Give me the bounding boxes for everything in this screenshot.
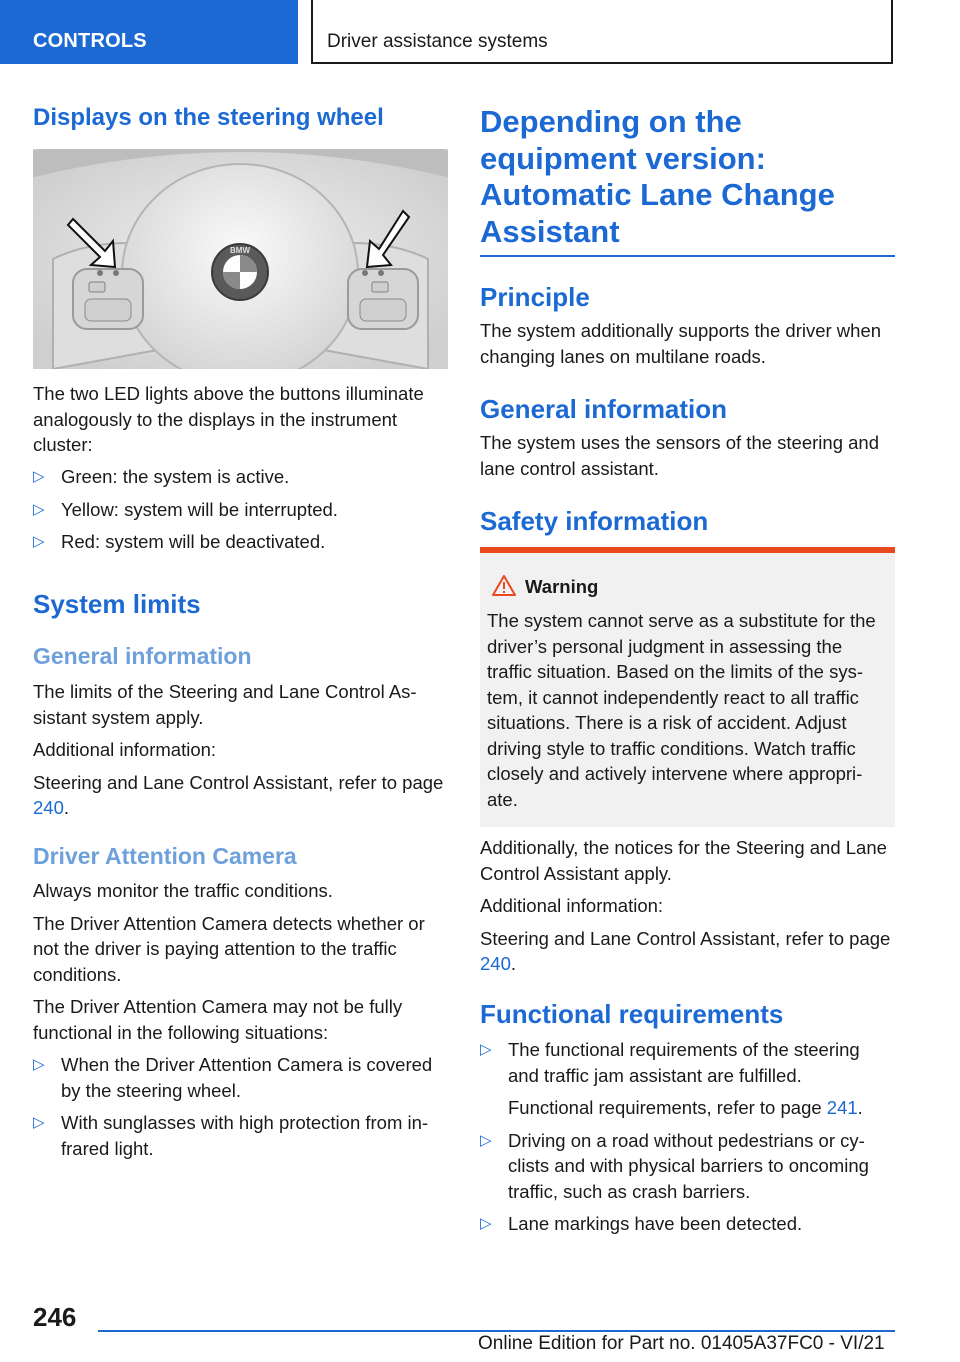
steering-wheel-figure: [33, 149, 448, 369]
main-heading: Depending on the equipment version: Automatic Lane Change Assistant: [480, 104, 835, 249]
page-link-240[interactable]: 240: [480, 953, 511, 974]
bmw-logo-text: BMW: [230, 246, 250, 255]
list-item: ▷ When the Driver Attention Camera is covered by the steering wheel.: [33, 1054, 433, 1101]
safety-after-p1: Additionally, the notices for the Steering and Lane Control Assistant apply.: [480, 837, 887, 884]
left-button-cluster: [73, 269, 143, 329]
warning-title: Warning: [525, 576, 599, 597]
page-number: 246: [33, 1302, 77, 1332]
heading-safety-information: Safety information: [480, 506, 709, 536]
safety-after-block: [480, 835, 895, 977]
steering-wheel-illustration: [33, 149, 448, 369]
led-list: [33, 464, 448, 555]
heading-general-information: General information: [480, 394, 728, 424]
general-info-p2: Additional information:: [33, 739, 217, 760]
triangle-right-icon: ▷: [480, 1041, 492, 1058]
section-heading-system-limits: System limits: [33, 589, 201, 619]
right-button-cluster: [348, 269, 418, 329]
bmw-logo-icon: [212, 244, 268, 300]
heading-functional-requirements: Functional requirements: [480, 999, 784, 1029]
triangle-right-icon: ▷: [480, 1215, 492, 1232]
list-item: ▷ Green: the system is active.: [33, 464, 448, 490]
safety-after-p3: Steering and Lane Control Assistant, refer to page 240.: [480, 927, 891, 974]
section-tab: [0, 0, 298, 64]
triangle-right-icon: ▷: [33, 533, 45, 550]
triangle-right-icon: ▷: [33, 1056, 45, 1073]
functional-list: [480, 1037, 895, 1237]
triangle-right-icon: ▷: [33, 1114, 45, 1131]
triangle-right-icon: ▷: [33, 468, 45, 485]
principle-text: The system additionally supports the driver when changing lanes on multilane roads.: [480, 320, 882, 367]
camera-list: [33, 1052, 448, 1161]
warning-box: [480, 553, 895, 827]
general-info-block: [33, 679, 448, 821]
heading-principle: Principle: [480, 282, 590, 312]
subheading-driver-attention-camera: Driver Attention Camera: [33, 843, 297, 869]
page-link-241[interactable]: 241: [826, 1097, 858, 1118]
triangle-right-icon: ▷: [480, 1131, 492, 1149]
section-title: CONTROLS: [33, 30, 147, 52]
page-link-240[interactable]: 240: [33, 797, 64, 818]
camera-p2: The Driver Attention Camera detects whether or not the driver is paying attention to the traffic conditions.: [33, 912, 425, 985]
camera-p1: Always monitor the traffic conditions.: [33, 880, 333, 901]
warning-text: The system cannot serve as a substitute for the driver’s personal judgment in assessing the traffic situation. Based on the limits of the sys‐tem, it cannot independently react to all traffic situations. There is a risk of accident. Adjust driving style to traffic conditions. Watch traffic closely and actively intervene where appropri‐ate.: [487, 610, 876, 810]
footer-divider: [98, 1330, 895, 1332]
list-item: ▷ With sunglasses with high protection from in‐frared light.: [33, 1112, 429, 1159]
camera-p3: The Driver Attention Camera may not be fully functional in the following situations:: [33, 996, 403, 1043]
led-intro-text: The two LED lights above the buttons illuminate analogously to the displays in the instrument cluster:: [33, 383, 424, 455]
warning-triangle-icon: [492, 575, 516, 596]
functional-sub-text: Functional requirements, refer to page 241.: [508, 1097, 863, 1118]
list-item: ▷ Lane markings have been detected.: [480, 1211, 895, 1237]
subheading-general-information: General information: [33, 643, 252, 669]
general-info-p3: Steering and Lane Control Assistant, refer to page 240.: [33, 771, 444, 818]
list-item: ▷ Yellow: system will be interrupted.: [33, 497, 448, 523]
list-item: ▷ Driving on a road without pedestrians or cy‐clists and with physical barriers to oncoming traffic, such as crash barriers.: [480, 1129, 869, 1202]
edition-text: Online Edition for Part no. 01405A37FC0 - VI/21: [478, 1333, 885, 1354]
chapter-header: [311, 0, 893, 64]
chapter-title: Driver assistance systems: [327, 31, 548, 52]
general-info-p1: The limits of the Steering and Lane Control As‐sistant system apply.: [33, 681, 417, 728]
general-text: The system uses the sensors of the steering and lane control assistant.: [480, 432, 879, 479]
list-item: ▷ Red: system will be deactivated.: [33, 529, 448, 555]
camera-block: [33, 878, 448, 1161]
safety-after-p2: Additional information:: [480, 895, 664, 916]
triangle-right-icon: ▷: [33, 500, 45, 518]
section-heading-displays: Displays on the steering wheel: [33, 104, 384, 131]
list-item: ▷ The functional requirements of the steering and traffic jam assistant are fulfilled. Functional requirements, refer to page 241.: [480, 1037, 895, 1121]
heading-divider: [480, 255, 895, 257]
